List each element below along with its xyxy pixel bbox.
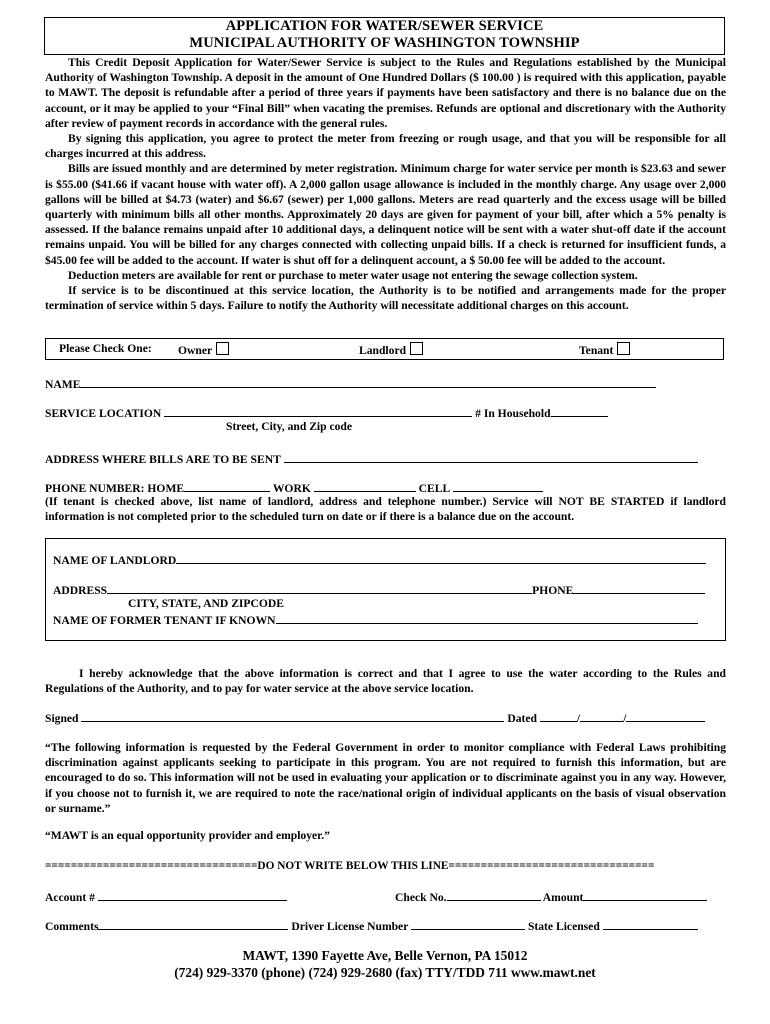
check-number-field[interactable] (447, 889, 541, 901)
landlord-option[interactable] (359, 342, 423, 358)
phone-work-field[interactable] (314, 480, 416, 492)
comments-field[interactable] (98, 918, 288, 930)
date-year-field[interactable] (626, 710, 705, 722)
service-location-label: SERVICE LOCATION (45, 407, 162, 420)
occupant-type-box (45, 338, 724, 360)
meter-paragraph: By signing this application, you agree to protect the meter from freezing or rough usage, and that you will be responsible for all charges incurred at this address. (45, 132, 726, 161)
bill-address-field[interactable] (284, 451, 698, 463)
former-tenant-field[interactable] (276, 612, 698, 624)
landlord-name-row (53, 552, 706, 568)
check-prompt: Please Check One: (59, 342, 152, 355)
owner-label: Owner (178, 344, 213, 357)
tenant-label: Tenant (579, 344, 614, 357)
terms-text (45, 55, 726, 313)
signature-field[interactable] (81, 710, 504, 722)
account-label: Account # (45, 891, 95, 904)
household-field[interactable] (551, 405, 608, 417)
landlord-address-row (53, 582, 705, 598)
footer-contact: (724) 929-3370 (phone) (724) 929-2680 (fax) TTY/TDD 711 www.mawt.net (174, 965, 596, 980)
name-field[interactable] (80, 376, 656, 388)
signature-row: Signed Dated / / (45, 710, 705, 726)
landlord-address-field[interactable] (107, 582, 532, 594)
phone-cell-field[interactable] (453, 480, 543, 492)
discontinue-paragraph: If service is to be discontinued at this service location, the Authority is to be notified and arrangements made for the proper termination of service within 5 days. Failure to notify the Authority will necessitate additional charges on this account. (45, 284, 726, 313)
owner-option[interactable] (178, 342, 229, 358)
tenant-note: (If tenant is checked above, list name of landlord, address and telephone number.) Service will NOT BE STARTED if landlord information is not completed prior to the scheduled turn on date or if there is a balance due on the account. (45, 495, 726, 524)
tenant-checkbox[interactable] (617, 342, 630, 355)
tenant-option[interactable] (579, 342, 630, 358)
title-line-2: MUNICIPAL AUTHORITY OF WASHINGTON TOWNSHIP (189, 35, 580, 51)
title-box (44, 17, 725, 55)
phone-work-label: WORK (272, 482, 311, 495)
billing-paragraph: Bills are issued monthly and are determined by meter registration. Minimum charge for water service per month is $23.63 and sewer is $55.00 ($41.66 if vacant house with water off). A 2,000 gallon usage allowance is included in the monthly charge. Any usage over 2,000 gallons will be billed at $4.73 (water) and $6.67 (sewer) per 1,000 gallons. Meters are read quarterly and the excess usage will be billed quarterly with minimum bills all other months. Approximately 20 days are given for payment of your bill, after which a 5% penalty is assessed. If the balance remains unpaid after 10 additional days, a delinquent notice will be sent with a water shut-off date if the account remains unpaid. You will be billed for any charges connected with collecting unpaid bills. If a check is returned for insufficient funds, a $45.00 fee will be added to the account. If water is shut off for a delinquent account, a $ 50.00 fee will be added to the account. (45, 162, 726, 267)
owner-checkbox[interactable] (216, 342, 229, 355)
driver-license-label: Driver License Number (291, 920, 409, 933)
acknowledgement-text: I hereby acknowledge that the above information is correct and that I agree to use the water according to the Rules and Regulations of the Authority, and to pay for water service at the above service location. (45, 667, 726, 696)
street-hint: Street, City, and Zip code (226, 420, 353, 433)
service-location-field[interactable] (164, 405, 472, 417)
driver-license-field[interactable] (411, 918, 525, 930)
landlord-phone-label: PHONE (532, 584, 574, 597)
federal-notice: “The following information is requested by the Federal Government in order to monitor compliance with Federal Laws prohibiting discrimination against applicants seeking to participate in this program. You are not required to furnish this information, but are encouraged to do so. This information will not be used in evaluating your application or to discriminate against you in any way. However, if you choose not to furnish it, we are required to note the race/national origin of individual applicants on the basis of visual observation or surname.” (45, 741, 726, 815)
do-not-write-divider: =================================DO NOT WRITE BELOW THIS LINE================================ (45, 860, 655, 872)
name-row (45, 376, 656, 392)
footer-address: MAWT, 1390 Fayette Ave, Belle Vernon, PA 15012 (242, 948, 528, 963)
phone-home-field[interactable] (184, 480, 270, 492)
date-day-field[interactable] (580, 710, 623, 722)
date-month-field[interactable] (540, 710, 577, 722)
title-line-1: APPLICATION FOR WATER/SEWER SERVICE (225, 18, 544, 34)
state-licensed-field[interactable] (603, 918, 698, 930)
amount-field[interactable] (583, 889, 707, 901)
bill-address-row (45, 451, 698, 467)
phone-home-label: PHONE NUMBER: HOME (45, 482, 185, 495)
dated-label: Dated (507, 712, 537, 725)
check-amount-row (395, 889, 707, 905)
landlord-label: Landlord (359, 344, 407, 357)
landlord-address-label: ADDRESS (53, 584, 108, 597)
check-number-label: Check No. (395, 891, 447, 904)
landlord-phone-field[interactable] (573, 582, 705, 594)
landlord-checkbox[interactable] (410, 342, 423, 355)
comments-label: Comments (45, 920, 99, 933)
name-label: NAME (45, 378, 81, 391)
bill-address-label: ADDRESS WHERE BILLS ARE TO BE SENT (45, 453, 281, 466)
deduction-paragraph: Deduction meters are available for rent or purchase to meter water usage not entering the sewage collection system. (68, 268, 638, 282)
landlord-box (45, 538, 726, 641)
account-row (45, 889, 287, 905)
city-state-zip-label: CITY, STATE, AND ZIPCODE (128, 597, 285, 610)
account-field[interactable] (98, 889, 287, 901)
former-tenant-row (53, 612, 698, 628)
amount-label: Amount (542, 891, 584, 904)
signed-label: Signed (45, 712, 79, 725)
state-licensed-label: State Licensed (527, 920, 600, 933)
service-location-row (45, 405, 608, 421)
phone-cell-label: CELL (418, 482, 450, 495)
comments-row (45, 918, 698, 934)
former-tenant-label: NAME OF FORMER TENANT IF KNOWN (53, 614, 276, 627)
equal-opportunity-statement: “MAWT is an equal opportunity provider and employer.” (45, 829, 330, 842)
deposit-paragraph: This Credit Deposit Application for Water/Sewer Service is subject to the Rules and Regulations established by the Municipal Authority of Washington Township. A deposit in the amount of One Hundred Dollars ($ 100.00 ) is required with this application, payable to MAWT. The deposit is refundable after a period of three years if payments have been satisfactory and there is no balance due on the account, or it may be applied to your “Final Bill” when vacating the premises. Refunds are optional and discretionary with the Authority after review of payment records in accordance with the general rules. (45, 56, 726, 130)
household-label: # In Household (475, 407, 551, 420)
landlord-name-field[interactable] (176, 552, 706, 564)
landlord-name-label: NAME OF LANDLORD (53, 554, 177, 567)
